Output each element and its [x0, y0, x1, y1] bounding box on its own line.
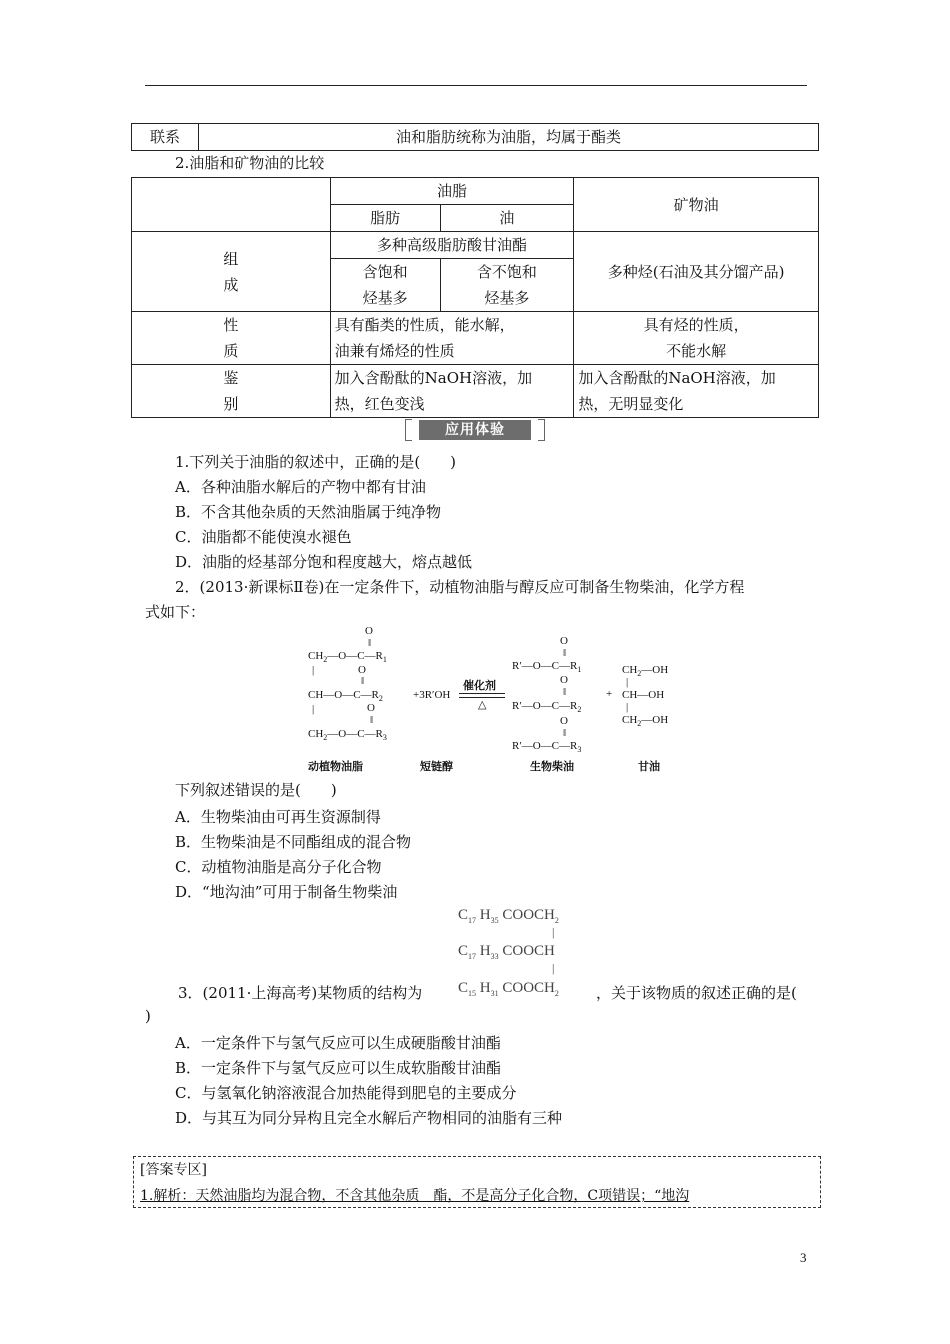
row-label-properties: 性 质 [132, 312, 331, 365]
q1-option-c: C．油脂都不能使溴水褪色 [175, 528, 352, 546]
link-row-table [131, 123, 819, 151]
composition-common: 多种高级脂肪酸甘油酯 [330, 232, 574, 259]
label-biodiesel: 生物柴油 [530, 760, 574, 773]
answer-title: [答案专区] [140, 1162, 207, 1178]
comparison-table [131, 177, 819, 418]
q3-stem-paren: ) [145, 1007, 151, 1025]
q2-sub-stem: 下列叙述错误的是( ) [175, 781, 337, 799]
link-label: 联系 [132, 124, 199, 151]
header-fat: 脂肪 [330, 205, 440, 232]
properties-oil: 具有酯类的性质，能水解， 油兼有烯烃的性质 [330, 312, 574, 365]
q3-option-c: C．与氢氧化钠溶液混合加热能得到肥皂的主要成分 [175, 1084, 517, 1102]
q3-option-b: B．一定条件下与氢气反应可以生成软脂酸甘油酯 [175, 1059, 502, 1077]
q1-option-b: B．不含其他杂质的天然油脂属于纯净物 [175, 503, 442, 521]
header-mineral-oil: 矿物油 [574, 178, 819, 232]
header-rule [145, 85, 807, 86]
label-glycerol: 甘油 [638, 760, 660, 773]
label-triglyceride: 动植物油脂 [308, 760, 363, 773]
identification-mineral: 加入含酚酞的NaOH溶液，加 热，无明显变化 [574, 365, 819, 418]
q1-option-a: A．各种油脂水解后的产物中都有甘油 [175, 478, 426, 496]
answer-text: 1.解析：天然油脂均为混合物，不含其他杂质 酯，不是高分子化合物，C项错误；“地沟 [140, 1188, 690, 1204]
q2-stem-line2: 式如下： [145, 603, 206, 621]
composition-oil: 含不饱和 烃基多 [440, 259, 574, 312]
link-text: 油和脂肪统称为油脂，均属于酯类 [199, 124, 819, 151]
header-oil: 油 [440, 205, 574, 232]
q3-option-d: D．与其互为同分异构且完全水解后产物相同的油脂有三种 [175, 1109, 563, 1127]
badge-text: 应用体验 [419, 420, 531, 440]
catalyst-text: 催化剂 [463, 679, 496, 692]
q3-stem-start: 3．(2011·上海高考)某物质的结构为 [178, 984, 423, 1002]
q2-option-c: C．动植物油脂是高分子化合物 [175, 858, 382, 876]
q1-stem: 1.下列关于油脂的叙述中，正确的是( ) [175, 453, 457, 471]
composition-mineral: 多种烃(石油及其分馏产品) [574, 232, 819, 312]
corner-cell [132, 178, 331, 232]
q2-option-a: A．生物柴油由可再生资源制得 [175, 808, 381, 826]
header-youzhi: 油脂 [330, 178, 574, 205]
q2-option-d: D．“地沟油”可用于制备生物柴油 [175, 883, 398, 901]
properties-mineral: 具有烃的性质， 不能水解 [574, 312, 819, 365]
q3-stem-end: ，关于该物质的叙述正确的是( [596, 984, 797, 1002]
composition-fat: 含饱和 烃基多 [330, 259, 440, 312]
q1-option-d: D．油脂的烃基部分饱和程度越大，熔点越低 [175, 553, 473, 571]
page-number: 3 [800, 1250, 807, 1265]
plus-sign: + [606, 688, 613, 700]
q3-option-a: A．一定条件下与氢气反应可以生成硬脂酸甘油酯 [175, 1034, 501, 1052]
section-badge [405, 419, 545, 441]
row-label-identification: 鉴 别 [132, 365, 331, 418]
reagent-text: +3R′OH [413, 689, 451, 701]
section-title: 2.油脂和矿物油的比较 [175, 154, 325, 172]
q2-option-b: B．生物柴油是不同酯组成的混合物 [175, 833, 412, 851]
label-alcohol: 短链醇 [420, 760, 453, 773]
q2-stem-line1: 2．(2013·新课标Ⅱ卷)在一定条件下，动植物油脂与醇反应可制备生物柴油，化学方程 [175, 578, 745, 596]
identification-oil: 加入含酚酞的NaOH溶液，加 热，红色变浅 [330, 365, 574, 418]
heat-symbol: △ [478, 699, 487, 711]
row-label-composition: 组 成 [132, 232, 331, 312]
